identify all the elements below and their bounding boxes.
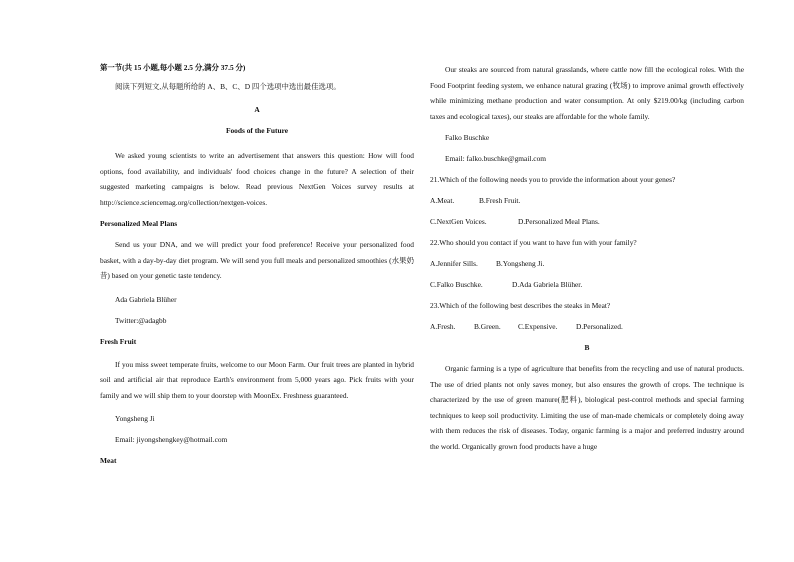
option-c: C.NextGen Voices. bbox=[430, 217, 487, 226]
option-c: C.Expensive. bbox=[518, 322, 558, 331]
passage-b-paragraph: Organic farming is a type of agriculture that benefits from the recycling and use of natural products. The use of dried plants not only saves money, but also ensures the growth of crops. The technique is characterized by the use of green manure(肥料), biological pest-control methods and special farming techniques to keep soil productivity. Limiting the use of man-made chemicals or completely doing away with them reduces the risk of diseases. Today, organic farming is a major and preferred industry around the world. Organically grown food products have a huge bbox=[430, 364, 744, 451]
option-a: A.Jennifer Sills. bbox=[430, 259, 478, 268]
option-a: A.Meat. bbox=[430, 196, 455, 205]
right-column bbox=[430, 0, 744, 454]
option-b: B.Fresh Fruit. bbox=[479, 196, 521, 205]
ad-body-meat: Our steaks are sourced from natural grasslands, where cattle now fill the ecological roles. With the Food Footprint feeding system, we enhance natural grazing (牧场) to improve animal growth effectively while minimizing methane production and water consumption. At only $219.00/kg (including carbon taxes and ecological taxes), our steaks are affordable for the whole family. bbox=[430, 65, 744, 121]
ad-author-contact: Twitter:@adagbb bbox=[115, 315, 167, 325]
ad-author-contact: Email: jiyongshengkey@hotmail.com bbox=[115, 435, 228, 444]
option-d: D.Personalized Meal Plans. bbox=[518, 217, 600, 226]
passage-b-label: B bbox=[584, 343, 590, 352]
question-21-options bbox=[430, 195, 744, 206]
instruction: 阅读下列短文,从每题所给的 A、B、C、D 四个选项中选出最佳选项。 bbox=[115, 82, 341, 91]
ad-author-name: Yongsheng Ji bbox=[115, 414, 155, 423]
question-21-stem: 21.Which of the following needs you to provide the information about your genes? bbox=[430, 175, 676, 184]
question-22-options-2 bbox=[430, 279, 744, 290]
left-column bbox=[100, 0, 414, 466]
ad-body-personalized-meal-plans: Send us your DNA, and we will predict your food preference! Receive your personalized food basket, with a day-by-day diet program. We will send you full meals and personalized smoothies (水果奶昔) based on your genetic taste tendency. bbox=[100, 240, 414, 280]
option-a: A.Fresh. bbox=[430, 322, 456, 331]
ad-heading-fresh-fruit: Fresh Fruit bbox=[100, 336, 137, 346]
question-21-options-2 bbox=[430, 216, 744, 227]
option-d: D.Personalized. bbox=[576, 322, 623, 331]
question-22-stem: 22.Who should you contact if you want to have fun with your family? bbox=[430, 238, 637, 247]
question-23-stem: 23.Which of the following best describes the steaks in Meat? bbox=[430, 301, 611, 310]
ad-author-name: Falko Buschke bbox=[445, 133, 490, 142]
ad-heading-meat: Meat bbox=[100, 456, 117, 465]
passage-a-label: A bbox=[254, 105, 260, 114]
ad-heading-personalized-meal-plans: Personalized Meal Plans bbox=[100, 219, 178, 228]
intro-paragraph: We asked young scientists to write an advertisement that answers this question: How will food options, food availability, and individuals' food choices change in the future? A selection of their suggested marketing campaigns is below. Read previous NextGen Voices survey results at http://science.sciencemag.org/collection/nextgen-voices. bbox=[100, 151, 414, 207]
section-header: 第一节(共 15 小题,每小题 2.5 分,满分 37.5 分) bbox=[100, 63, 246, 72]
option-d: D.Ada Gabriela Blüher. bbox=[512, 280, 583, 289]
ad-author-name: Ada Gabriela Blüher bbox=[115, 294, 177, 304]
question-22-options bbox=[430, 258, 744, 269]
ad-body-fresh-fruit: If you miss sweet temperate fruits, welcome to our Moon Farm. Our fruit trees are planted in hybrid soil and artificial air that reproduce Earth's environment from 5,000 years ago. Pick fruits with your family and we will ship them to your doorstep with MoonEx. Freshness guaranteed. bbox=[100, 359, 414, 400]
passage-title: Foods of the Future bbox=[225, 126, 289, 135]
option-c: C.Falko Buschke. bbox=[430, 280, 483, 289]
option-b: B.Yongsheng Ji. bbox=[496, 259, 545, 268]
option-b: B.Green. bbox=[474, 322, 501, 331]
ad-author-contact: Email: falko.buschke@gmail.com bbox=[445, 154, 547, 163]
question-23-options bbox=[430, 321, 744, 332]
